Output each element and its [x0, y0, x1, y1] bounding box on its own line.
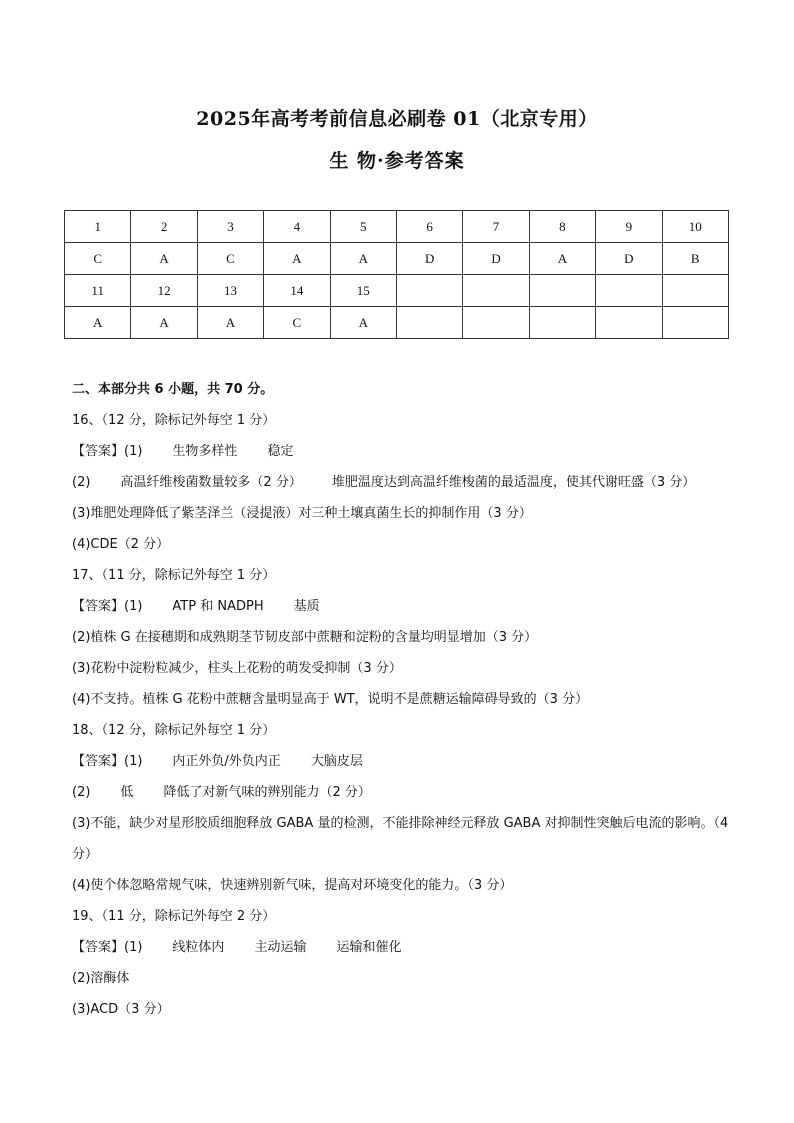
answer-table-cell: 9 — [596, 211, 662, 243]
answer-table-cell: 10 — [662, 211, 728, 243]
answer-table-cell: 11 — [65, 275, 131, 307]
answer-label: 【答案】(1) — [72, 444, 143, 459]
section-heading: 二、本部分共 6 小题，共 70 分。 — [72, 382, 274, 397]
answer-table-cell — [662, 275, 728, 307]
answer-table-cell: B — [662, 243, 728, 275]
answer-table-cell: 15 — [330, 275, 396, 307]
answer-blank: 基质 — [293, 599, 320, 614]
answer-label: 【答案】(1) — [72, 940, 143, 955]
answer-table-row — [65, 243, 729, 275]
answer-table-cell: 14 — [264, 275, 330, 307]
answer-table-cell — [463, 275, 529, 307]
answer-blank: 生物多样性 — [172, 444, 238, 459]
question-16-heading: 16、（12 分，除标记外每空 1 分） — [72, 413, 276, 428]
q18-answer-1 — [72, 746, 732, 777]
answer-table-cell: C — [197, 243, 263, 275]
answer-table-row — [65, 211, 729, 243]
answer-table-cell: A — [131, 307, 197, 339]
answer-blank: 稳定 — [267, 444, 294, 459]
answer-blank: 降低了对新气味的辨别能力（2 分） — [163, 785, 371, 800]
answer-table-cell: A — [131, 243, 197, 275]
page-title: 2025年高考考前信息必刷卷 01（北京专用） — [196, 108, 598, 130]
answer-content — [72, 374, 732, 1025]
answer-blank: 高温纤维梭菌数量较多（2 分） — [120, 475, 302, 490]
answer-table-cell — [396, 275, 462, 307]
q17-answer-4: (4)不支持。植株 G 花粉中蔗糖含量明显高于 WT，说明不是蔗糖运输障碍导致的（3 分） — [72, 692, 589, 707]
answer-label: 【答案】(1) — [72, 754, 143, 769]
answer-blank: 主动运输 — [254, 940, 307, 955]
answer-table-cell: C — [65, 243, 131, 275]
answer-table-cell: 5 — [330, 211, 396, 243]
answer-table-cell: 13 — [197, 275, 263, 307]
answer-table-row — [65, 275, 729, 307]
q18-answer-4: (4)使个体忽略常规气味，快速辨别新气味，提高对环境变化的能力。（3 分） — [72, 878, 513, 893]
answer-table-cell — [596, 275, 662, 307]
answer-table-cell — [463, 307, 529, 339]
answer-blank: 堆肥温度达到高温纤维梭菌的最适温度，使其代谢旺盛（3 分） — [331, 475, 696, 490]
q19-answer-1 — [72, 932, 732, 963]
page-subtitle: 生 物·参考答案 — [329, 150, 465, 172]
answer-blank: 低 — [120, 785, 134, 800]
answer-table-cell: A — [197, 307, 263, 339]
question-19-heading: 19、（11 分，除标记外每空 2 分） — [72, 909, 276, 924]
answer-blank: 大脑皮层 — [310, 754, 363, 769]
answer-table-cell: 8 — [529, 211, 595, 243]
answer-label: (2) — [72, 785, 91, 800]
q17-answer-1 — [72, 591, 732, 622]
answer-blank: 运输和催化 — [336, 940, 402, 955]
answer-blank: 内正外负/外负内正 — [172, 754, 281, 769]
q18-answer-3: (3)不能，缺少对星形胶质细胞释放 GABA 量的检测，不能排除神经元释放 GABA 对抑制性突触后电流的影响。（4 分） — [72, 816, 729, 862]
answer-table-cell: D — [396, 243, 462, 275]
answer-table-cell: A — [330, 243, 396, 275]
answer-label: 【答案】(1) — [72, 599, 143, 614]
q17-answer-2: (2)植株 G 在接穗期和成熟期茎节韧皮部中蔗糖和淀粉的含量均明显增加（3 分） — [72, 630, 538, 645]
answer-table-cell — [596, 307, 662, 339]
q16-answer-1 — [72, 436, 732, 467]
answer-table-cell: 7 — [463, 211, 529, 243]
answer-table-cell: A — [65, 307, 131, 339]
answer-table-cell: A — [330, 307, 396, 339]
answer-table-cell: D — [463, 243, 529, 275]
q16-answer-2 — [72, 467, 732, 498]
question-18-heading: 18、（12 分，除标记外每空 1 分） — [72, 723, 276, 738]
answer-blank: 线粒体内 — [172, 940, 225, 955]
answer-table-cell: 4 — [264, 211, 330, 243]
answer-table-cell: 3 — [197, 211, 263, 243]
answer-table-cell: 2 — [131, 211, 197, 243]
answer-table-cell: C — [264, 307, 330, 339]
answer-table-cell: 12 — [131, 275, 197, 307]
q16-answer-3: (3)堆肥处理降低了紫茎泽兰（浸提液）对三种土壤真菌生长的抑制作用（3 分） — [72, 506, 532, 521]
answer-table-cell — [529, 275, 595, 307]
answer-table-row — [65, 307, 729, 339]
q17-answer-3: (3)花粉中淀粉粒减少，柱头上花粉的萌发受抑制（3 分） — [72, 661, 402, 676]
question-17-heading: 17、（11 分，除标记外每空 1 分） — [72, 568, 276, 583]
q18-answer-2 — [72, 777, 732, 808]
answer-table-cell: A — [529, 243, 595, 275]
answer-label: (2) — [72, 475, 91, 490]
answer-table-cell: 1 — [65, 211, 131, 243]
answer-table-cell — [396, 307, 462, 339]
answer-table-cell: D — [596, 243, 662, 275]
q16-answer-4: (4)CDE（2 分） — [72, 537, 170, 552]
answer-blank: ATP 和 NADPH — [172, 599, 264, 614]
answer-table-cell: 6 — [396, 211, 462, 243]
answer-table-cell — [529, 307, 595, 339]
answer-table-cell — [662, 307, 728, 339]
answer-table — [64, 210, 729, 339]
q19-answer-2: (2)溶酶体 — [72, 971, 130, 986]
q19-answer-3: (3)ACD（3 分） — [72, 1002, 170, 1017]
answer-table-cell: A — [264, 243, 330, 275]
